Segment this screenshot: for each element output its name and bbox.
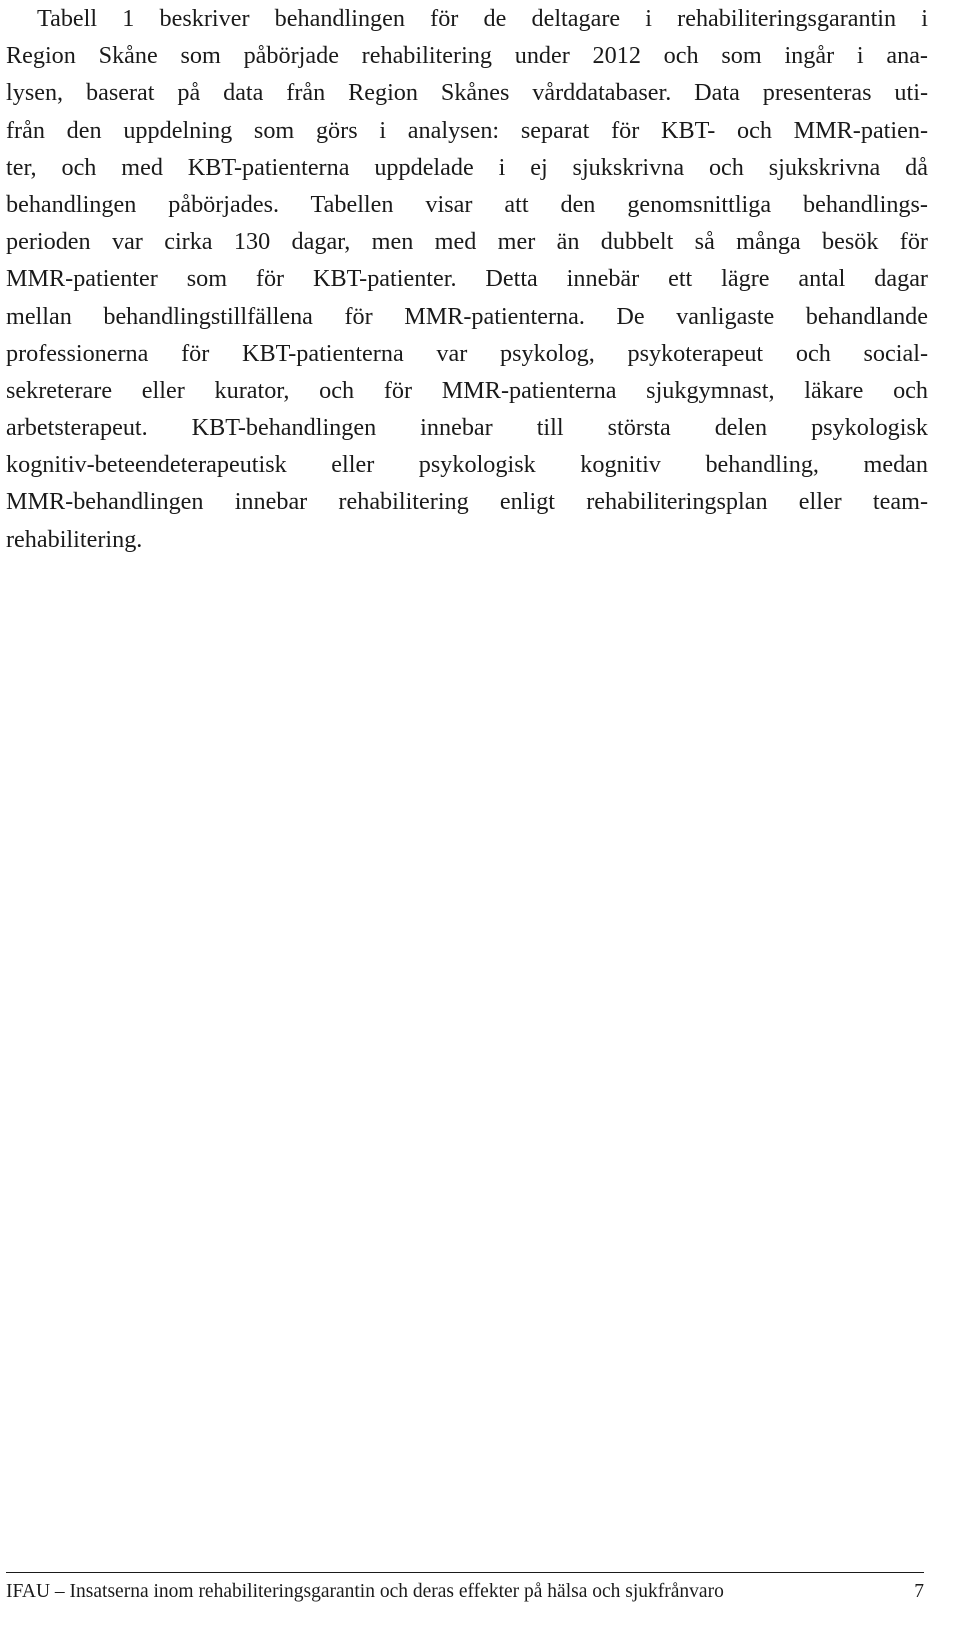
text-line: lysen, baserat på data från Region Skånes vårddatabaser. Data presenteras uti- — [6, 79, 928, 107]
text-line: arbetsterapeut. KBT-behandlingen innebar till största delen psykologisk — [6, 414, 928, 442]
text-line: Region Skåne som påbörjade rehabilitering under 2012 och som ingår i ana- — [6, 42, 928, 70]
text-line: MMR-behandlingen innebar rehabilitering enligt rehabiliteringsplan eller team- — [6, 488, 928, 516]
text-line: från den uppdelning som görs i analysen: separat för KBT- och MMR-patien- — [6, 116, 928, 144]
text-line: perioden var cirka 130 dagar, men med mer än dubbelt så många besök för — [6, 228, 928, 256]
text-line: mellan behandlingstillfällena för MMR-patienterna. De vanligaste behandlande — [6, 302, 928, 330]
body-paragraph — [6, 0, 928, 558]
text-line: kognitiv-beteendeterapeutisk eller psykologisk kognitiv behandling, medan — [6, 451, 928, 479]
text-line: rehabilitering. — [6, 525, 143, 553]
page-footer — [6, 1572, 924, 1605]
text-line: MMR-patienter som för KBT-patienter. Detta innebär ett lägre antal dagar — [6, 265, 928, 293]
text-line: sekreterare eller kurator, och för MMR-patienterna sjukgymnast, läkare och — [6, 376, 928, 404]
page-number: 7 — [914, 1581, 924, 1602]
text-line: Tabell 1 beskriver behandlingen för de deltagare i rehabiliteringsgarantin i — [37, 5, 928, 32]
text-line: professionerna för KBT-patienterna var psykolog, psykoterapeut och social- — [6, 339, 928, 367]
text-line: ter, och med KBT-patienterna uppdelade i ej sjukskrivna och sjukskrivna då — [6, 153, 928, 181]
footer-title: IFAU – Insatserna inom rehabiliteringsgarantin och deras effekter på hälsa och sjukfrånvaro — [6, 1581, 724, 1602]
text-line: behandlingen påbörjades. Tabellen visar att den genomsnittliga behandlings- — [6, 190, 928, 218]
